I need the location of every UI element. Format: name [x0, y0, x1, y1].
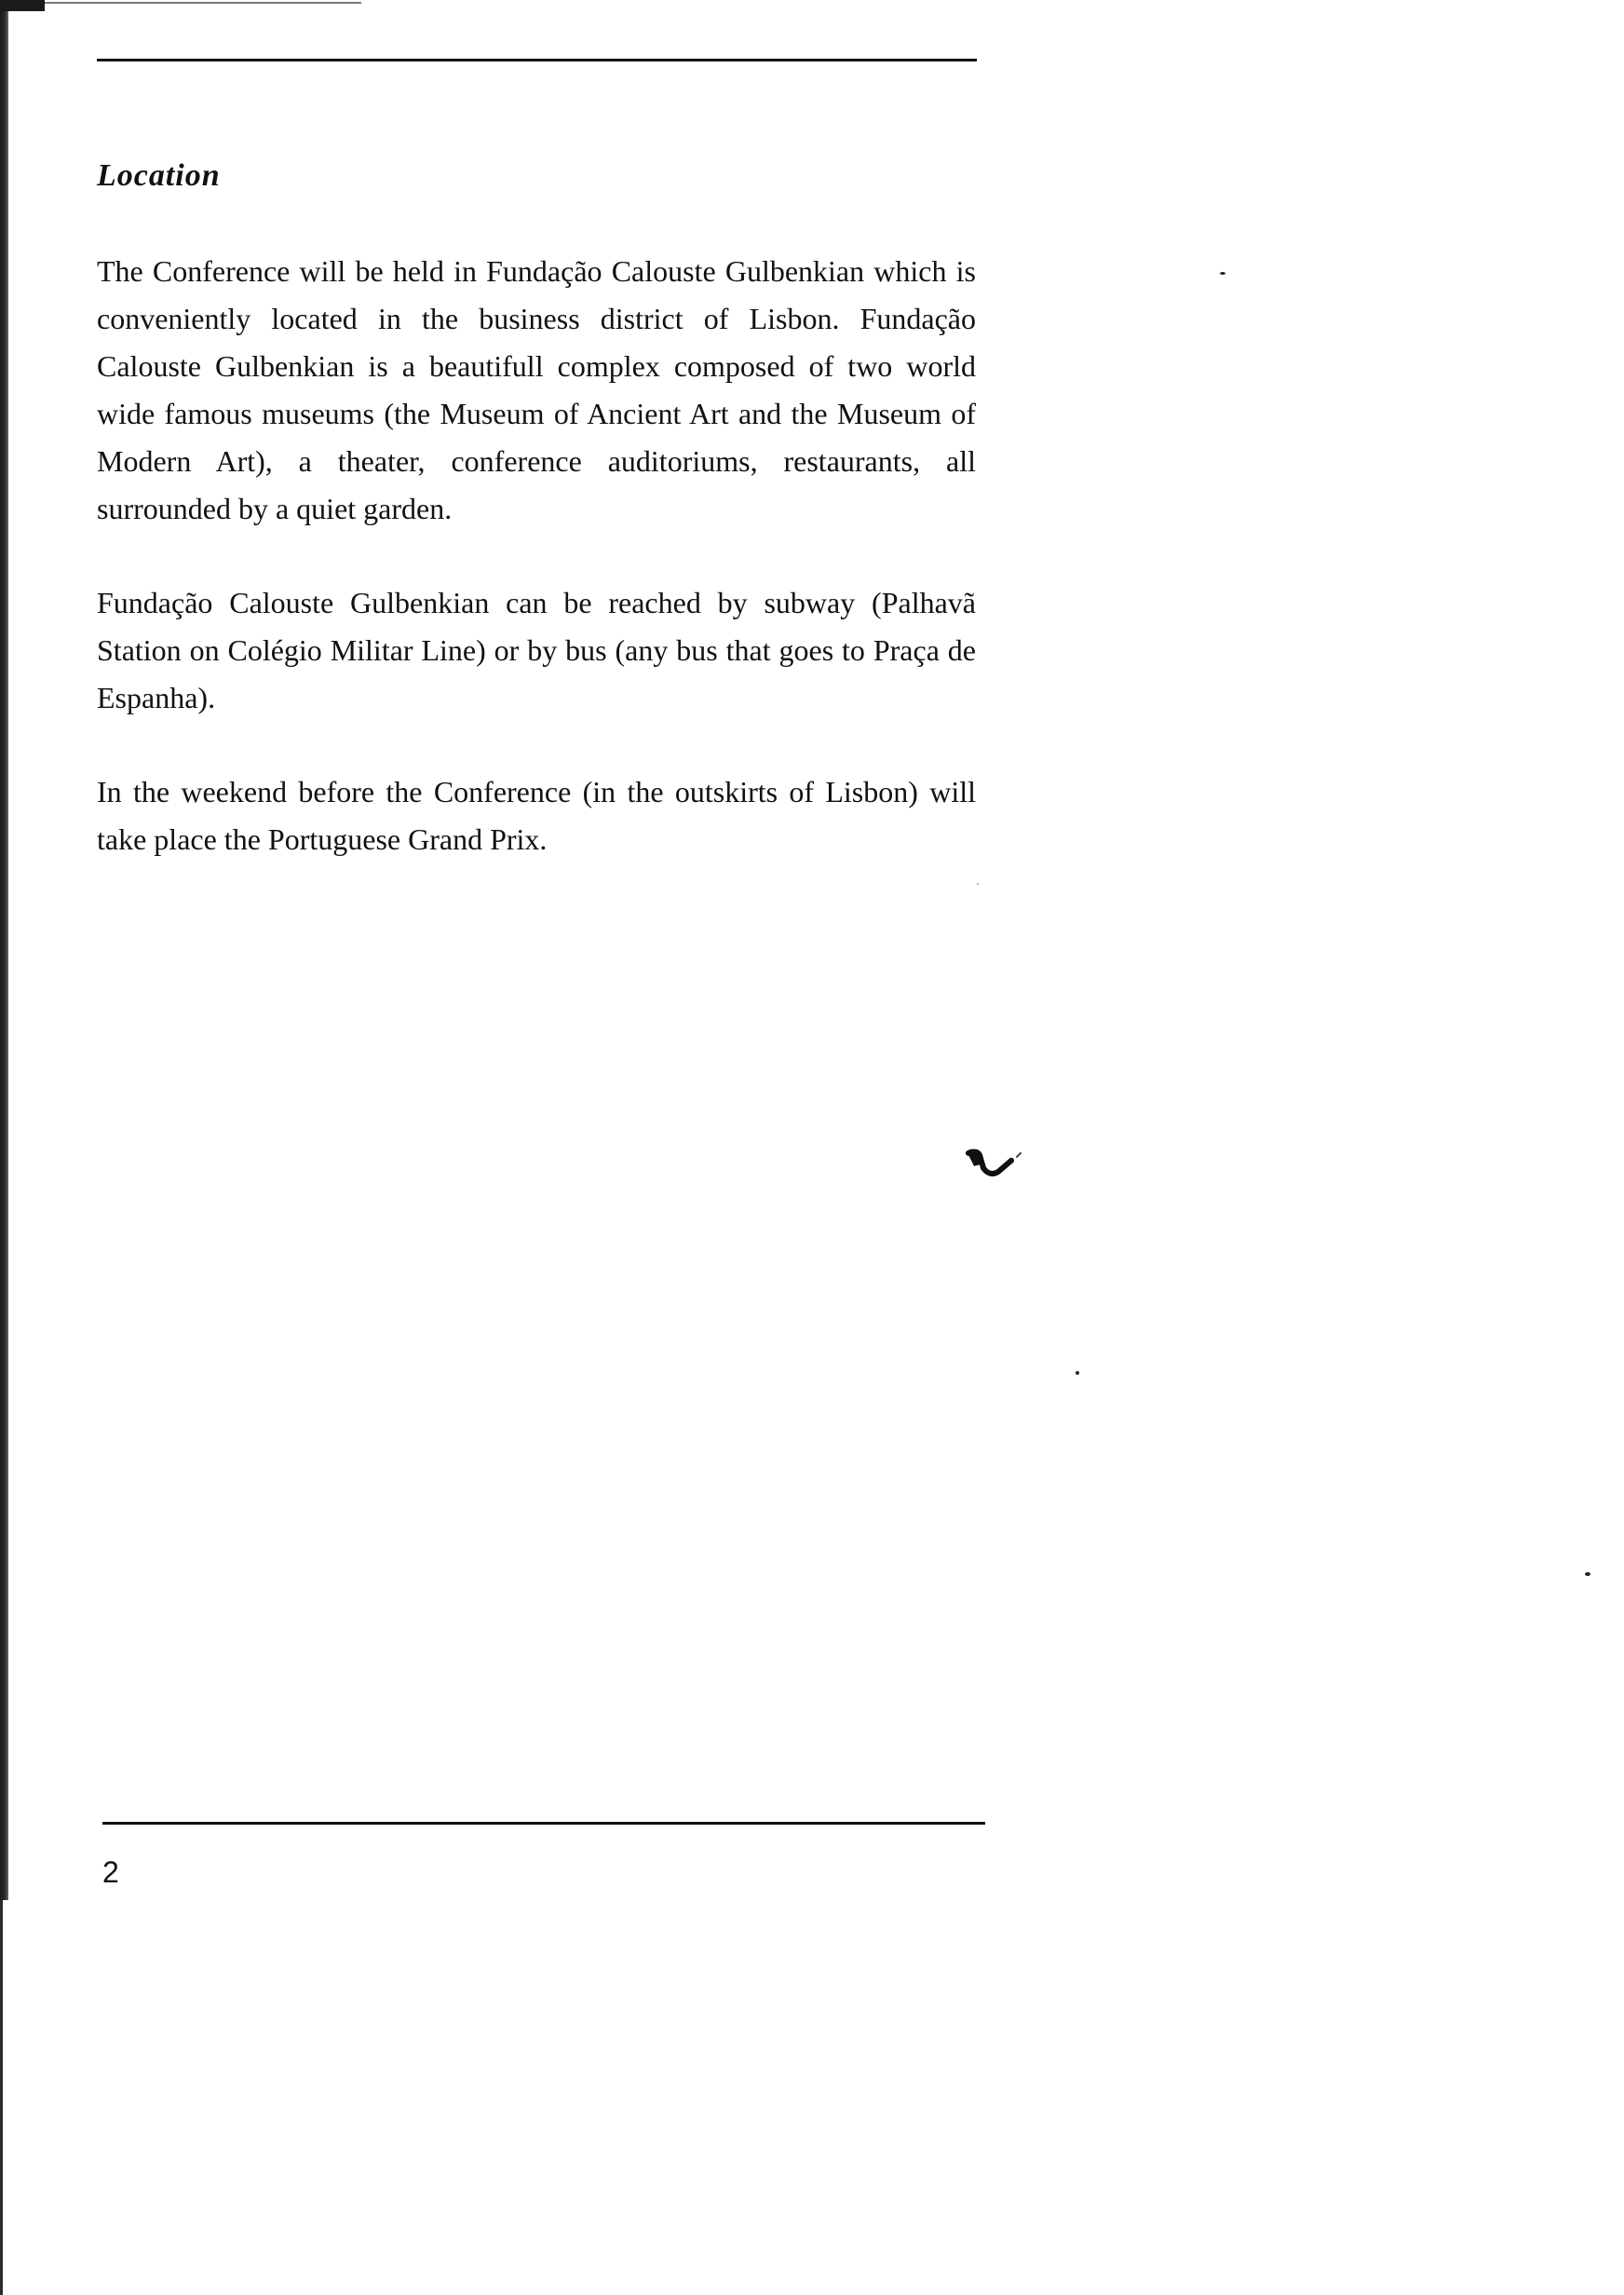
scan-speck: [1585, 1572, 1590, 1576]
bottom-rule: [102, 1822, 985, 1825]
scan-top-edge: [45, 2, 361, 4]
scan-speck: [977, 883, 979, 885]
handwritten-check-mark-icon: [965, 1148, 1032, 1185]
paragraph-grand-prix: In the weekend before the Conference (in the outskirts of Lisbon) will take place the Portuguese Grand Prix.: [97, 775, 976, 856]
section-heading: Location: [97, 158, 221, 193]
top-rule: [97, 59, 977, 61]
scan-corner-mark: [0, 0, 45, 11]
page-number: 2: [102, 1855, 119, 1889]
paragraph-venue: The Conference will be held in Fundação Calouste Gulbenkian which is conveniently located in the business district of Lisbon. Fundação Calouste Gulbenkian is a beautifull complex composed of two world wide famous museums (the Museum of Ancient Art and the Museum of Modern Art), a theater, conference auditoriums, restaurants, all surrounded by a quiet garden.: [97, 254, 976, 525]
scan-speck: [1076, 1371, 1079, 1375]
paragraph-transport: Fundação Calouste Gulbenkian can be reached by subway (Palhavã Station on Colégio Militar Line) or by bus (any bus that goes to Praça de Espanha).: [97, 586, 976, 714]
scan-edge-lower: [0, 1900, 3, 2295]
scan-speck: [1220, 272, 1225, 275]
